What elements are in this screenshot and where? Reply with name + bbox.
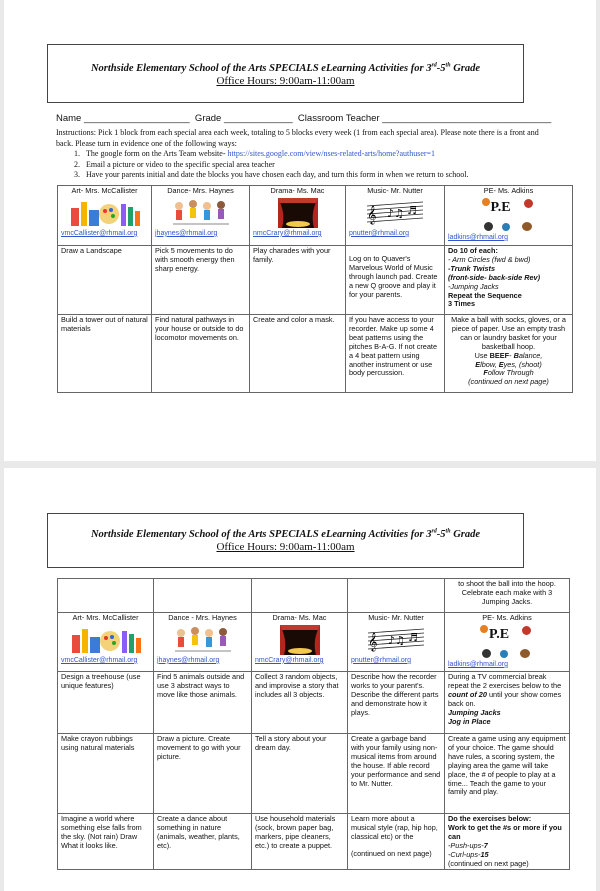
pe-activity: Do the exercises below: Work to get the #s or more if you can -Push-ups-7 -Curl-ups-15 (continued on next page) <box>445 814 570 870</box>
page-title: Northside Elementary School of the Arts SPECIALS eLearning Activities for 3rd-5th Grade <box>90 62 481 74</box>
art-activity: Build a tower out of natural materials <box>58 315 152 393</box>
header-drama: Drama- Ms. Mac nmcCrary@rhmail.org <box>252 613 348 672</box>
empty-cell <box>348 579 445 613</box>
svg-text:♬: ♬ <box>407 203 417 217</box>
table-row <box>58 814 570 870</box>
drama-activity: Create and color a mask. <box>250 315 346 393</box>
svg-text:♪♫: ♪♫ <box>388 633 405 647</box>
art-supplies-icon <box>70 625 142 655</box>
office-hours: Office Hours: 9:00am-11:00am <box>216 75 355 87</box>
instruction-item: 1. The google form on the Arts Team website- https://sites.google.com/view/nses-related-arts/home?authuser=1 <box>82 149 551 160</box>
table-row <box>58 246 573 315</box>
dancing-kids-icon <box>171 198 231 228</box>
pe-activity: Make a ball with socks, gloves, or a piece of paper. Use an empty trash can or laundry basket for your basketball hoop. Use BEEF- Balance, Elbow, Eyes, (shoot) Follow Through (continued on next page) <box>445 315 573 393</box>
activities-table-back <box>57 578 570 870</box>
drama-activity: Collect 3 random objects, and improvise a story that includes all 3 objects. <box>252 672 348 734</box>
table-row <box>58 672 570 734</box>
music-activity: Describe how the recorder works to your parent's. Describe the different parts and demonstrate how it plays. <box>348 672 445 734</box>
dancing-kids-icon <box>173 625 233 655</box>
header-pe: PE- Ms. Adkins P.E ladkins@rhmail.org <box>445 613 570 672</box>
dance-activity: Create a dance about something in nature (animals, weather, plants, etc). <box>154 814 252 870</box>
table-row <box>58 315 573 393</box>
music-teacher-email[interactable]: pnutter@rhmail.org <box>351 656 412 664</box>
pe-sports-icon: P.E <box>480 625 534 659</box>
drama-activity: Use household materials (sock, brown paper bag, markers, pipe cleaners, etc.) to create a puppet. <box>252 814 348 870</box>
table-row <box>58 734 570 814</box>
drama-teacher-email[interactable]: nmcCrary@rhmail.org <box>253 229 322 237</box>
header-music: Music- Mr. Nutter 𝄞 ♪♫ ♬ pnutter@rhmail.org <box>348 613 445 672</box>
music-teacher-email[interactable]: pnutter@rhmail.org <box>349 229 410 237</box>
music-notes-icon <box>365 198 425 228</box>
art-teacher-email[interactable]: vmcCallister@rhmail.org <box>61 229 138 237</box>
header-dance: Dance- Mrs. Haynes jhaynes@rhmail.org <box>152 186 250 246</box>
art-activity: Make crayon rubbings using natural materials <box>58 734 154 814</box>
instructions-text: Instructions: Pick 1 block from each special area each week, totaling to 5 blocks every week (1 from each special area). Please note there is a front and back. Please turn in evidence one of the following ways: <box>56 128 539 148</box>
page-front <box>4 0 596 461</box>
header-pe: PE- Ms. Adkins P.E ladkins@rhmail.org <box>445 186 573 246</box>
office-hours: Office Hours: 9:00am-11:00am <box>216 541 355 553</box>
empty-cell <box>154 579 252 613</box>
empty-cell <box>252 579 348 613</box>
dance-activity: Pick 5 movements to do with smooth energy then sharp energy. <box>152 246 250 315</box>
header-art: Art- Mrs. McCallister vmcCallister@rhmail.org <box>58 613 154 672</box>
music-activity: Log on to Quaver's Marvelous World of Music through launch pad. Create a new Q groove and play it for your parents. <box>346 246 445 315</box>
music-activity: If you have access to your recorder. Make up some 4 beat patterns using the pitches B-A-G. If not create a 4 beat pattern using another instrument or use body percussion. <box>346 315 445 393</box>
svg-text:𝄞: 𝄞 <box>367 204 377 224</box>
pe-continued: to shoot the ball into the hoop. Celebrate each make with 3 Jumping Jacks. <box>445 579 570 613</box>
header-music: Music- Mr. Nutter 𝄞 ♪♫ ♬ pnutter@rhmail.org <box>346 186 445 246</box>
svg-text:♬: ♬ <box>408 630 418 644</box>
drama-activity: Play charades with your family. <box>250 246 346 315</box>
art-activity: Imagine a world where something else falls from the sky. (Not rain) Draw What it looks like. <box>58 814 154 870</box>
dance-activity: Draw a picture. Create movement to go with your picture. <box>154 734 252 814</box>
dance-teacher-email[interactable]: jhaynes@rhmail.org <box>155 229 218 237</box>
table-row <box>58 579 570 613</box>
art-activity: Design a treehouse (use unique features) <box>58 672 154 734</box>
drama-activity: Tell a story about your dream day. <box>252 734 348 814</box>
student-info-line: Name ____________________ Grade _____________ Classroom Teacher ________________________________ <box>56 113 552 124</box>
title-box <box>47 44 524 103</box>
activities-table-front <box>57 185 573 393</box>
instruction-item: 3. Have your parents initial and date the blocks you have chosen each day, and turn this form in when we return to school. <box>82 170 551 181</box>
drama-teacher-email[interactable]: nmcCrary@rhmail.org <box>255 656 324 664</box>
header-art: Art- Mrs. McCallister vmcCallister@rhmail.org <box>58 186 152 246</box>
dance-teacher-email[interactable]: jhaynes@rhmail.org <box>157 656 220 664</box>
music-notes-icon <box>366 625 426 655</box>
art-teacher-email[interactable]: vmcCallister@rhmail.org <box>61 656 138 664</box>
pe-teacher-email[interactable]: ladkins@rhmail.org <box>448 660 509 668</box>
instructions <box>56 128 551 181</box>
dance-activity: Find natural pathways in your house or outside to do locomotor movements on. <box>152 315 250 393</box>
header-dance: Dance - Mrs. Haynes jhaynes@rhmail.org <box>154 613 252 672</box>
empty-cell <box>58 579 154 613</box>
music-activity: Learn more about a musical style (rap, hip hop, classical etc) or the (continued on next page) <box>348 814 445 870</box>
header-drama: Drama- Ms. Mac nmcCrary@rhmail.org <box>250 186 346 246</box>
svg-text:♪♫: ♪♫ <box>387 206 404 220</box>
pe-activity: Do 10 of each: - Arm Circles (fwd & bwd) -Trunk Twists (front-side- back-side Rev) -Jumping Jacks Repeat the Sequence 3 Times <box>445 246 573 315</box>
stage-curtain-icon <box>278 198 318 228</box>
header-row <box>58 613 570 672</box>
pe-sports-icon: P.E <box>482 198 536 232</box>
pe-activity: Create a game using any equipment of your choice. The game should have rules, a scoring system, the playing area the game will take place, the # of people to play at a time... Teach the game to your family and play. <box>445 734 570 814</box>
header-row <box>58 186 573 246</box>
instructions-list <box>56 149 551 181</box>
instruction-item: 2. Email a picture or video to the specific special area teacher <box>82 160 551 171</box>
pe-activity: During a TV commercial break repeat the 2 exercises below to the count of 20 until your show comes back on. Jumping Jacks Jog in Place <box>445 672 570 734</box>
arts-team-link[interactable]: https://sites.google.com/view/nses-related-arts/home?authuser=1 <box>227 149 436 158</box>
art-activity: Draw a Landscape <box>58 246 152 315</box>
page-back <box>4 468 596 891</box>
pe-teacher-email[interactable]: ladkins@rhmail.org <box>448 233 509 241</box>
art-supplies-icon <box>69 198 141 228</box>
title-box <box>47 513 524 568</box>
stage-curtain-icon <box>280 625 320 655</box>
music-activity: Create a garbage band with your family using non-musical items from around the house. If able record your performance and send to Mr. Nutter. <box>348 734 445 814</box>
page-title: Northside Elementary School of the Arts SPECIALS eLearning Activities for 3rd-5th Grade <box>90 528 481 540</box>
svg-text:𝄞: 𝄞 <box>368 631 378 651</box>
dance-activity: Find 5 animals outside and use 3 abstract ways to move like those animals. <box>154 672 252 734</box>
